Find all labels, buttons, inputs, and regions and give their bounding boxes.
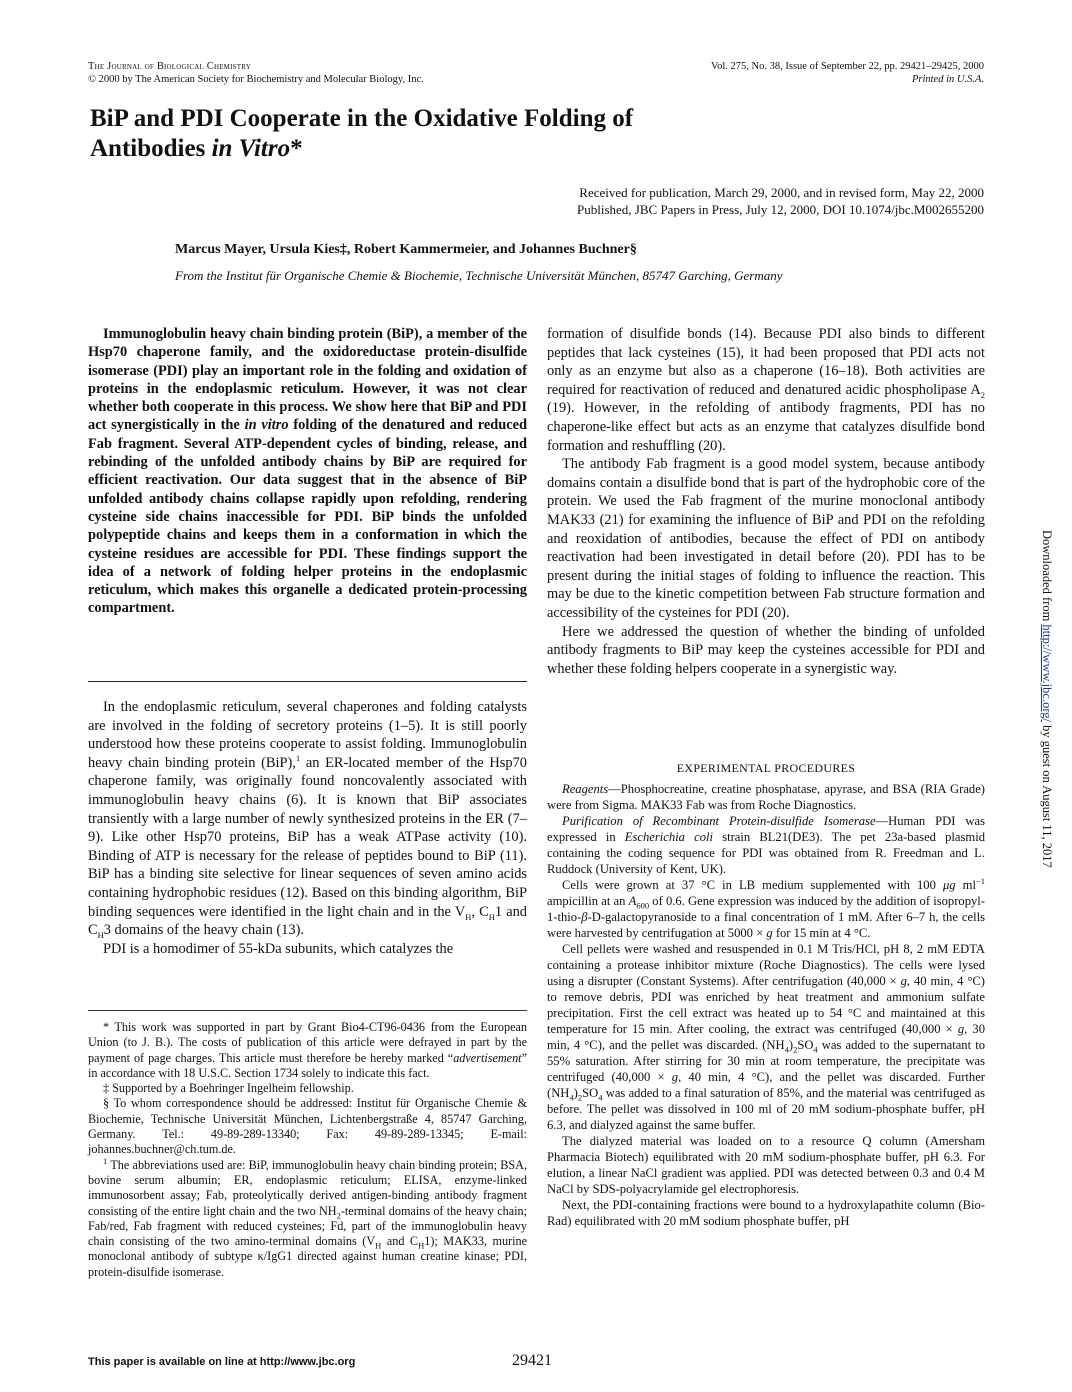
- intro-paragraph-2: PDI is a homodimer of 55-kDa subunits, which catalyzes the: [103, 940, 454, 957]
- abstract: [88, 325, 527, 618]
- journal-name: The Journal of Biological Chemistry: [88, 61, 251, 72]
- right-paragraph-1: formation of disulfide bonds (14). Because PDI also binds to different peptides that lack cysteines (15), it had been proposed that PDI acts not only as an enzyme but also as a chaperone (16–18). Both activities are required for reactivation of reduced and denatured acidic phospholipase $A_2$ (19). However, in the refolding of antibody fragments, PDI has no chaperone-like effect but acts as an enzyme that catalyzes disulfide bond formation and reshuffling (20).: [547, 326, 985, 454]
- right-paragraph-2: The antibody Fab fragment is a good model system, because antibody domains contain a disulfide bond that is part of the hydrophobic core of the protein. We used the Fab fragment of the murine monoclonal antibody MAK33 (21) for examining the influence of BiP and PDI on the refolding and reoxidation of antibodies, because the effect of PDI on antibody reactivation had been investigated in detail before (20). PDI has to be present during the initial stages of folding to influence the reaction. This may be due to the kinetic competition between Fab structure formation and accessibility of the cysteines for PDI (20).: [547, 456, 985, 621]
- title-line-1: BiP and PDI Cooperate in the Oxidative Folding of: [90, 105, 634, 132]
- methods-purification: Purification of Recombinant Protein-disulfide Isomerase—Human PDI was expressed in Escherichia coli strain BL21(DE3). The pet 23a-based plasmid containing the coding sequence for PDI was obtained from R. Freedman and L. Ruddock (University of Kent, UK).: [547, 814, 986, 876]
- authors: Marcus Mayer, Ursula Kies‡, Robert Kammermeier, and Johannes Buchner§: [175, 242, 637, 257]
- title-line-2: Antibodies in Vitro*: [90, 135, 303, 162]
- affiliation: From the Institut für Organische Chemie & Biochemie, Technische Universität München, 85747 Garching, Germany: [175, 268, 783, 283]
- methods-dialyzed: The dialyzed material was loaded on to a resource Q column (Amersham Pharmacia Biotech) equilibrated with 20 mM sodium-phosphate buffer, pH 6.3. For elution, a linear NaCl gradient was applied. PDI was detected between 0.3 and 0.4 M NaCl by SDS-polyacrylamide gel electrophoresis.: [547, 1134, 985, 1196]
- printed-in: Printed in U.S.A.: [911, 74, 984, 85]
- volume-info: Vol. 275, No. 38, Issue of September 22, pp. 29421–29425, 2000: [710, 61, 984, 72]
- copyright-line: © 2000 by The American Society for Biochemistry and Molecular Biology, Inc.: [88, 74, 424, 85]
- section-heading-methods: EXPERIMENTAL PROCEDURES: [676, 761, 856, 775]
- published-line: Published, JBC Papers in Press, July 12, 2000, DOI 10.1074/jbc.M002655200: [577, 202, 984, 217]
- introduction: [88, 698, 527, 958]
- availability-note: This paper is available on line at http://www.jbc.org: [88, 1356, 356, 1368]
- methods-cell-growth: Cells were grown at 37 °C in LB medium supplemented with 100 μg $ml^{-1}$ ampicillin at an $A_{600}$ of 0.6. Gene expression was induced by the addition of isopropyl-1-thio-β-D-galactopyranoside to a final concentration of 1 mM. After 6–7 h, the cells were harvested by centrifugation at 5000 × g for 15 min at 4 °C.: [547, 875, 985, 940]
- footnote-correspondence: § To whom correspondence should be addressed: Institut für Organische Chemie & Biochemie, Technische Universität München, Lichtenbergstraße 4, 85747 Garching, Germany. Tel.: 49-89-289-13340; Fax: 49-89-289-13345; E-mail: johannes.buchner@ch.tum.de.: [88, 1096, 527, 1157]
- download-sidebar: Downloaded from http://www.jbc.org/ by guest on August 11, 2017: [1040, 530, 1054, 868]
- methods-cell-pellets: Cell pellets were washed and resuspended in 0.1 M Tris/HCl, pH 8, 2 mM EDTA containing a protease inhibitor mixture (Roche Diagnostics). The cells were lysed using a disrupter (Constant Systems). After centrifugation (40,000 × g, 40 min, 4 °C) to remove debris, PDI was enriched by heat treatment and ammonium sulfate precipitation. First the cell extract was heated up to 54 °C and maintained at this temperature for 15 min. After cooling, the extract was centrifuged (40,000 × g, 30 min, 4 °C), and the pellet was discarded. $(NH_4)_2SO_4$ was added to the supernatant to 55% saturation. After stirring for 30 min at room temperature, the precipitate was centrifuged (40,000 × g, 40 min, 4 °C), and the pellet was discarded. Further $(NH_4)_2SO_4$ was added to a final saturation of 85%, and the material was centrifuged as before. The pellet was dissolved in 100 ml of 20 mM sodium-phosphate buffer, pH 6.3, and dialyzed against the same buffer.: [547, 942, 986, 1132]
- footnote-fellowship: ‡ Supported by a Boehringer Ingelheim fellowship.: [103, 1081, 354, 1096]
- methods-text: [547, 781, 985, 1229]
- abstract-text: Immunoglobulin heavy chain binding protein (BiP), a member of the Hsp70 chaperone family, and the oxidoreductase protein-disulfide isomerase (PDI) play an important role in the folding and oxidation of proteins in the endoplasmic reticulum. However, it was not clear whether both cooperate in this process. We show here that BiP and PDI act synergistically in the in vitro folding of the denatured and reduced Fab fragment. Several ATP-dependent cycles of binding, release, and rebinding of the unfolded antibody chains by BiP are required for efficient reactivation. Our data suggest that in the absence of BiP unfolded antibody chains collapse rapidly upon refolding, rendering cysteine side chains inaccessible for PDI. BiP binds the unfolded polypeptide chains and keeps them in a conformation in which the cysteine residues are accessible for PDI. These findings support the idea of a network of folding helper proteins in the endoplasmic reticulum, which makes this organelle a dedicated protein-processing compartment.: [88, 326, 527, 617]
- methods-reagents: Reagents—Phosphocreatine, creatine phosphatase, apyrase, and BSA (RIA Grade) were from Sigma. MAK33 Fab was from Roche Diagnostics.: [547, 782, 985, 812]
- received-dates: [284, 184, 984, 218]
- right-paragraph-3: Here we addressed the question of whether the binding of unfolded antibody fragments to BiP may keep the cysteines accessible for PDI and whether these folding helpers cooperate in a synergistic way.: [547, 623, 985, 677]
- footnote-abbreviations: $^1$ The abbreviations used are: BiP, immunoglobulin heavy chain binding protein; BSA, bovine serum albumin; ER, endoplasmic reticulum; ELISA, enzyme-linked immunosorbent assay; Fab, proteolytically derived antigen-binding antibody fragment consisting of the entire light chain and the two $NH_2$-terminal domains of the heavy chain; Fab/red, Fab fragment with reduced cysteines; Fd, part of the immunoglobulin heavy chain consisting of the two amino-terminal domains ($V_H$ and $C_H1$); MAK33, murine monoclonal antibody of subtype κ/IgG1 directed against human creatine kinase; PDI, protein-disulfide isomerase.: [88, 1155, 528, 1279]
- footnotes: [88, 1020, 527, 1280]
- footnote-rule: [88, 1010, 527, 1011]
- article-title: [90, 104, 990, 164]
- methods-next: Next, the PDI-containing fractions were bound to a hydroxylapathite column (Bio-Rad) equilibrated with 20 mM sodium phosphate buffer, pH: [547, 1198, 985, 1228]
- page-number: 29421: [512, 1352, 552, 1369]
- abstract-rule: [88, 681, 527, 682]
- intro-paragraph-1: In the endoplasmic reticulum, several chaperones and folding catalysts are involved in the folding of secretory proteins (1–5). It is still poorly understood how these proteins cooperate to assist folding. Immunoglobulin heavy chain binding protein (BiP),$^1$ an ER-located member of the Hsp70 chaperone family, was originally found noncovalently associated with immunoglobulin heavy chains (6). It is known that BiP associates transiently with a large number of newly synthesized proteins in the ER (7–9). Like other Hsp70 proteins, BiP has a weak ATPase activity (10). Binding of ATP is necessary for the release of peptides bound to BiP (11). BiP has a binding site selective for linear sequences of seven amino acids containing hydrophobic residues (12). Based on this binding algorithm, BiP binding sequences were identified in the light chain and in the $V_H$, $C_H1$ and $C_H3$ domains of the heavy chain (13).: [88, 699, 527, 940]
- right-column-text: [547, 325, 985, 678]
- jbc-link[interactable]: http://www.jbc.org/: [1040, 624, 1054, 722]
- received-line: Received for publication, March 29, 2000, and in revised form, May 22, 2000: [579, 185, 984, 200]
- footnote-funding: * This work was supported in part by Grant Bio4-CT96-0436 from the European Union (to J. B.). The costs of publication of this article were defrayed in part by the payment of page charges. This article must therefore be hereby marked “advertisement” in accordance with 18 U.S.C. Section 1734 solely to indicate this fact.: [88, 1020, 527, 1080]
